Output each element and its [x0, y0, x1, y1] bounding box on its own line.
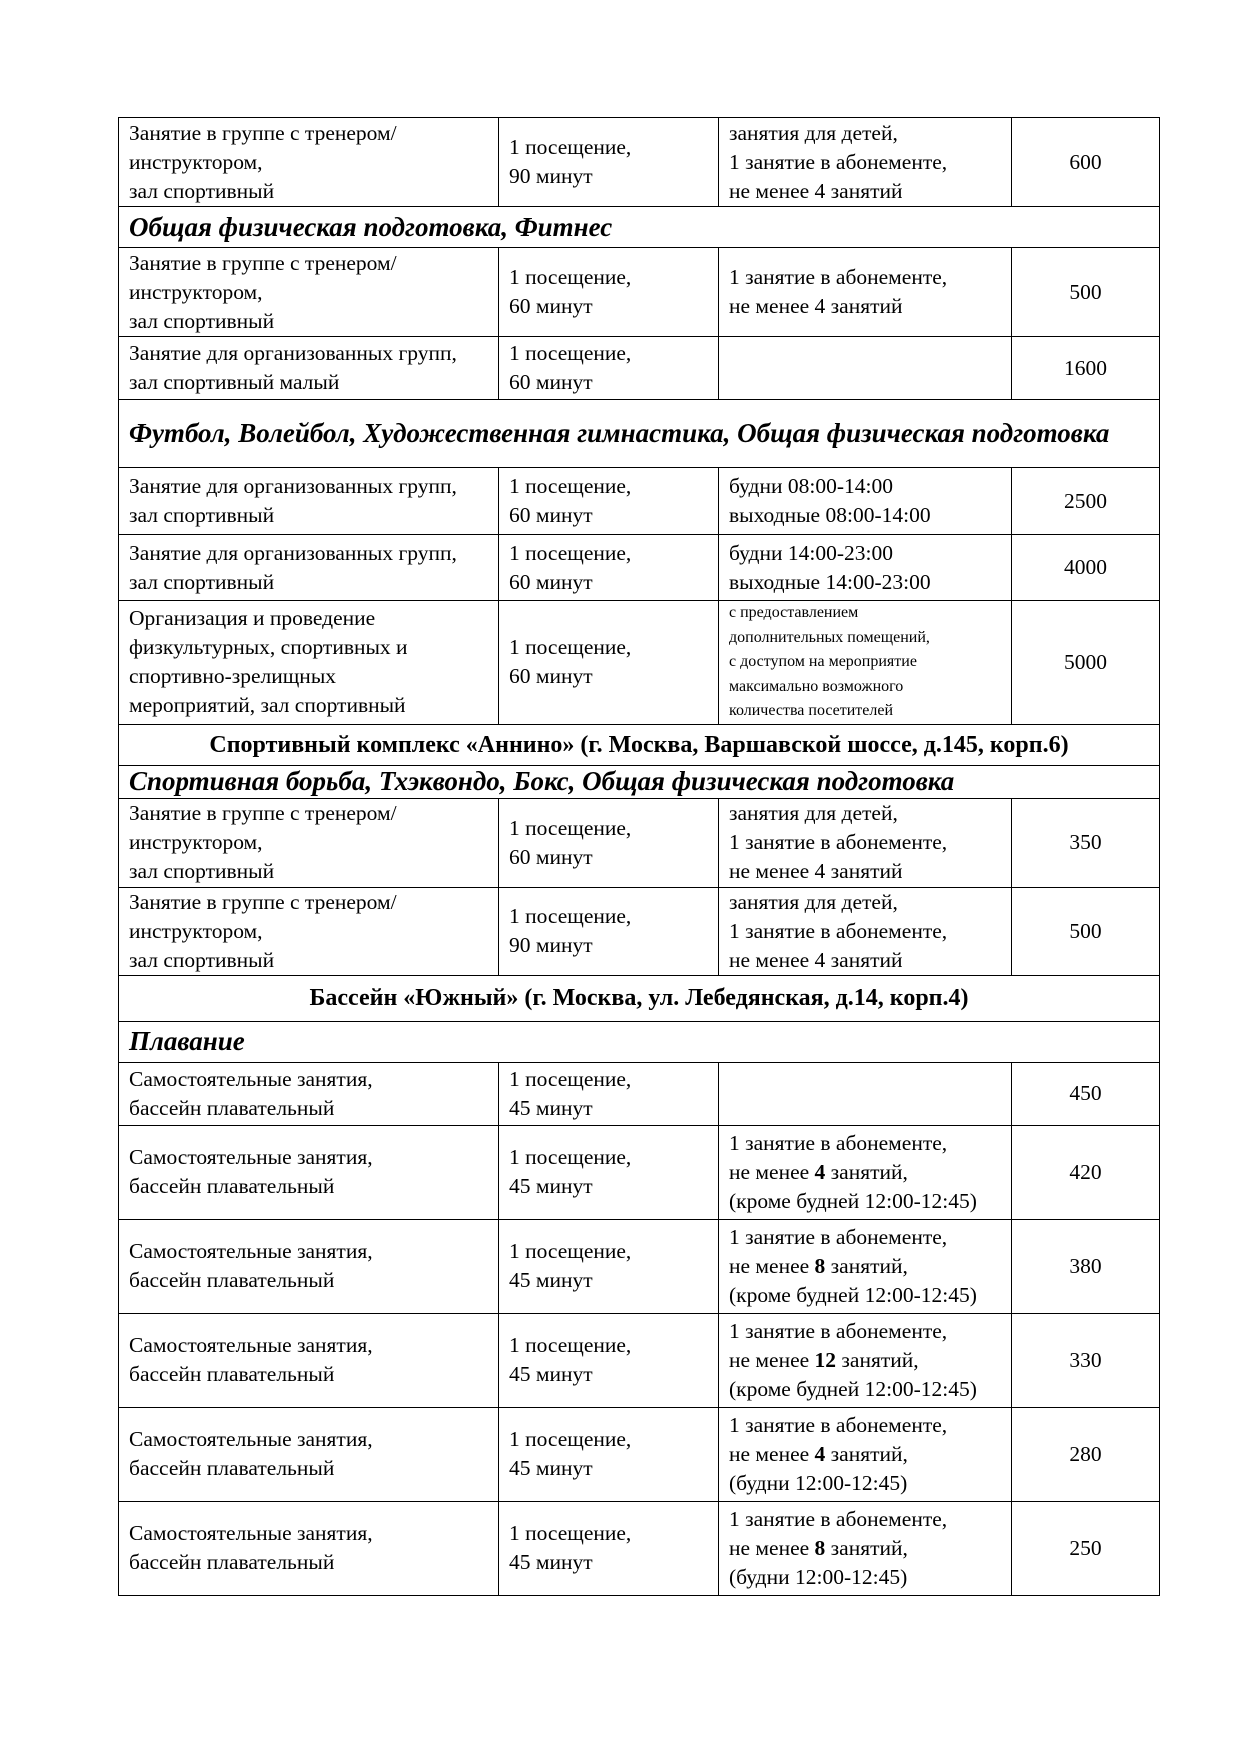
- price-cell: 500: [1012, 887, 1160, 975]
- table-row: [119, 1407, 1160, 1501]
- table-row: [119, 601, 1160, 725]
- price-cell: 1600: [1012, 337, 1160, 400]
- section-title: Спортивная борьба, Тхэквондо, Бокс, Общая физическая подготовка: [119, 765, 1160, 798]
- price-cell: 420: [1012, 1125, 1160, 1219]
- section-title: Общая физическая подготовка, Фитнес: [119, 207, 1160, 248]
- section-header-row: [119, 400, 1160, 468]
- visit-cell: 1 посещение, 45 минут: [499, 1219, 719, 1313]
- venue-header-row: [119, 975, 1160, 1021]
- visit-cell: 1 посещение, 90 минут: [499, 887, 719, 975]
- service-cell: Самостоятельные занятия, бассейн плавательный: [119, 1313, 499, 1407]
- service-cell: Самостоятельные занятия, бассейн плавательный: [119, 1501, 499, 1595]
- conditions-cell: 1 занятие в абонементе, не менее 8 занятий, (будни 12:00-12:45): [719, 1501, 1012, 1595]
- price-cell: 350: [1012, 798, 1160, 887]
- price-cell: 500: [1012, 248, 1160, 337]
- conditions-cell: [719, 337, 1012, 400]
- section-header-row: [119, 765, 1160, 798]
- service-cell: Самостоятельные занятия, бассейн плавательный: [119, 1125, 499, 1219]
- visit-cell: 1 посещение, 60 минут: [499, 601, 719, 725]
- service-cell: Самостоятельные занятия, бассейн плавательный: [119, 1407, 499, 1501]
- visit-cell: 1 посещение, 60 минут: [499, 468, 719, 535]
- section-header-row: [119, 1021, 1160, 1062]
- conditions-cell: 1 занятие в абонементе, не менее 8 занятий, (кроме будней 12:00-12:45): [719, 1219, 1012, 1313]
- visit-cell: 1 посещение, 45 минут: [499, 1407, 719, 1501]
- table-row: [119, 468, 1160, 535]
- session-count: 4: [814, 1441, 826, 1466]
- conditions-cell: занятия для детей, 1 занятие в абонементе, не менее 4 занятий: [719, 798, 1012, 887]
- session-count: 4: [814, 1159, 826, 1184]
- price-cell: 330: [1012, 1313, 1160, 1407]
- section-header-row: [119, 207, 1160, 248]
- table-row: [119, 1501, 1160, 1595]
- conditions-cell: будни 08:00-14:00 выходные 08:00-14:00: [719, 468, 1012, 535]
- table-row: [119, 1219, 1160, 1313]
- visit-cell: 1 посещение, 45 минут: [499, 1062, 719, 1125]
- visit-cell: 1 посещение, 45 минут: [499, 1313, 719, 1407]
- table-row: [119, 535, 1160, 601]
- visit-cell: 1 посещение, 60 минут: [499, 798, 719, 887]
- table-row: [119, 887, 1160, 975]
- conditions-cell: [719, 1062, 1012, 1125]
- session-count: 12: [814, 1347, 837, 1372]
- conditions-cell: будни 14:00-23:00 выходные 14:00-23:00: [719, 535, 1012, 601]
- conditions-cell: занятия для детей, 1 занятие в абонементе, не менее 4 занятий: [719, 887, 1012, 975]
- conditions-cell: с предоставлением дополнительных помещений, с доступом на мероприятие максимально возможного количества посетителей: [719, 601, 1012, 725]
- visit-cell: 1 посещение, 60 минут: [499, 337, 719, 400]
- visit-cell: 1 посещение, 60 минут: [499, 248, 719, 337]
- service-cell: Занятие для организованных групп, зал спортивный: [119, 535, 499, 601]
- price-cell: 2500: [1012, 468, 1160, 535]
- service-cell: Занятие для организованных групп, зал спортивный малый: [119, 337, 499, 400]
- service-cell: Занятие в группе с тренером/ инструктором, зал спортивный: [119, 118, 499, 207]
- session-count: 8: [814, 1253, 826, 1278]
- service-cell: Самостоятельные занятия, бассейн плавательный: [119, 1062, 499, 1125]
- price-cell: 450: [1012, 1062, 1160, 1125]
- table-row: [119, 798, 1160, 887]
- visit-cell: 1 посещение, 90 минут: [499, 118, 719, 207]
- venue-header-row: [119, 724, 1160, 765]
- service-cell: Занятие в группе с тренером/ инструктором, зал спортивный: [119, 887, 499, 975]
- conditions-cell: 1 занятие в абонементе, не менее 4 занятий: [719, 248, 1012, 337]
- price-cell: 250: [1012, 1501, 1160, 1595]
- service-cell: Занятие в группе с тренером/ инструктором, зал спортивный: [119, 798, 499, 887]
- section-title: Плавание: [119, 1021, 1160, 1062]
- table-row: [119, 248, 1160, 337]
- conditions-cell: занятия для детей, 1 занятие в абонементе, не менее 4 занятий: [719, 118, 1012, 207]
- section-title: Футбол, Волейбол, Художественная гимнастика, Общая физическая подготовка: [119, 400, 1160, 468]
- service-cell: Самостоятельные занятия, бассейн плавательный: [119, 1219, 499, 1313]
- price-table: [118, 117, 1160, 1596]
- table-row: [119, 1313, 1160, 1407]
- visit-cell: 1 посещение, 45 минут: [499, 1501, 719, 1595]
- table-row: [119, 337, 1160, 400]
- service-cell: Занятие для организованных групп, зал спортивный: [119, 468, 499, 535]
- venue-title: Бассейн «Южный» (г. Москва, ул. Лебедянская, д.14, корп.4): [119, 975, 1160, 1021]
- price-cell: 4000: [1012, 535, 1160, 601]
- table-row: [119, 118, 1160, 207]
- table-row: [119, 1062, 1160, 1125]
- service-cell: Организация и проведение физкультурных, спортивных и спортивно-зрелищных мероприятий, зал спортивный: [119, 601, 499, 725]
- conditions-cell: 1 занятие в абонементе, не менее 4 занятий, (будни 12:00-12:45): [719, 1407, 1012, 1501]
- table-row: [119, 1125, 1160, 1219]
- visit-cell: 1 посещение, 45 минут: [499, 1125, 719, 1219]
- visit-cell: 1 посещение, 60 минут: [499, 535, 719, 601]
- price-cell: 280: [1012, 1407, 1160, 1501]
- conditions-cell: 1 занятие в абонементе, не менее 12 занятий, (кроме будней 12:00-12:45): [719, 1313, 1012, 1407]
- session-count: 8: [814, 1535, 826, 1560]
- conditions-cell: 1 занятие в абонементе, не менее 4 занятий, (кроме будней 12:00-12:45): [719, 1125, 1012, 1219]
- price-cell: 380: [1012, 1219, 1160, 1313]
- table-body: [119, 118, 1160, 1596]
- service-cell: Занятие в группе с тренером/ инструктором, зал спортивный: [119, 248, 499, 337]
- price-cell: 600: [1012, 118, 1160, 207]
- venue-title: Спортивный комплекс «Аннино» (г. Москва, Варшавской шоссе, д.145, корп.6): [119, 724, 1160, 765]
- price-cell: 5000: [1012, 601, 1160, 725]
